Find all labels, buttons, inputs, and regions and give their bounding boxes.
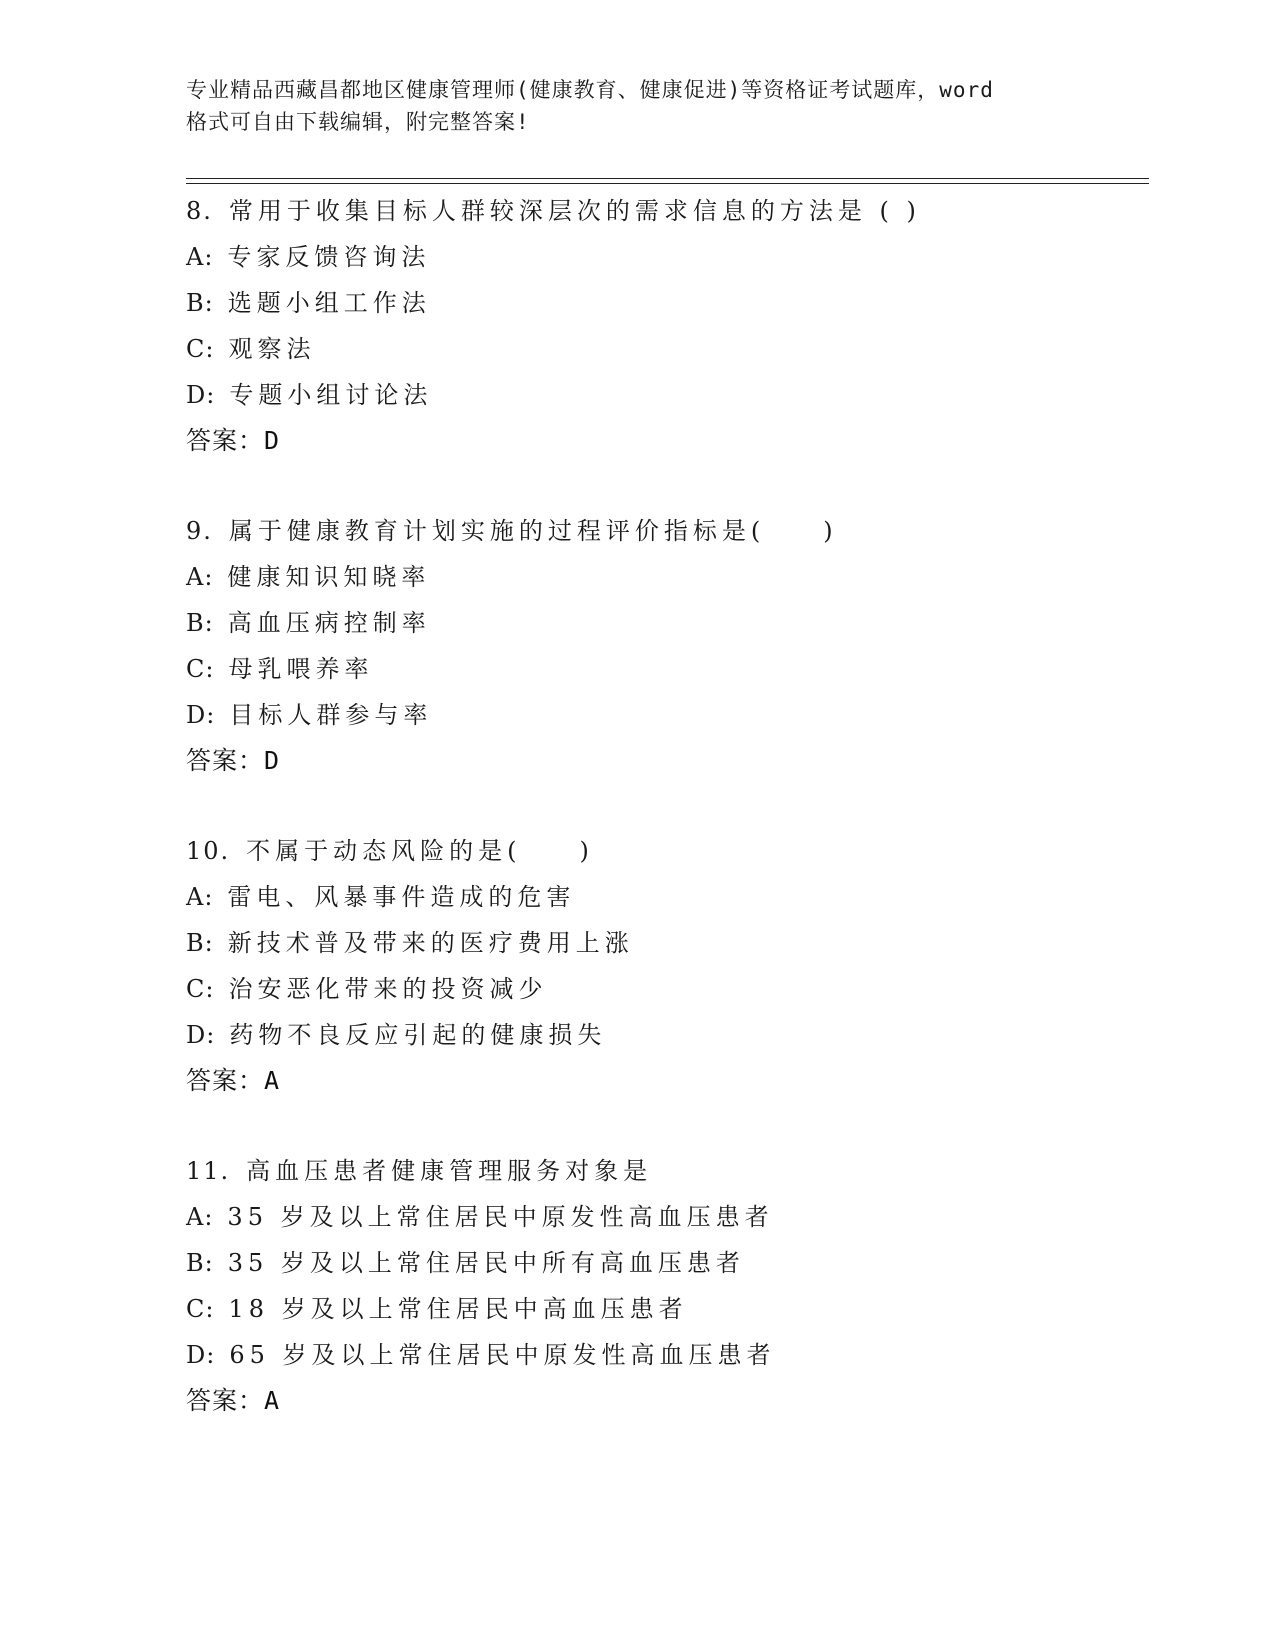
option-text: 选题小组工作法 <box>227 289 431 317</box>
option-text: 健康知识知晓率 <box>227 563 431 591</box>
option-letter: B: <box>186 1249 214 1277</box>
question-number: 11. <box>186 1157 231 1185</box>
option-d <box>186 692 1146 738</box>
option-a <box>186 1194 1146 1240</box>
option-a <box>186 234 1146 280</box>
option-letter: C: <box>186 655 215 683</box>
option-a <box>186 874 1146 920</box>
question-item <box>186 828 1146 1104</box>
question-list <box>186 188 1146 1468</box>
question-text: 常用于收集目标人群较深层次的需求信息的方法是 ( ) <box>228 197 921 225</box>
question-item <box>186 508 1146 784</box>
question-stem <box>186 508 1146 554</box>
answer-line: 答案：D <box>186 746 281 775</box>
header-divider-bottom <box>186 183 1149 184</box>
option-text: 雷电、风暴事件造成的危害 <box>227 883 576 911</box>
question-number: 10. <box>186 837 231 865</box>
option-letter: D: <box>186 1341 216 1369</box>
question-text: 不属于动态风险的是( ) <box>246 837 594 865</box>
question-item <box>186 188 1146 464</box>
option-b <box>186 1240 1146 1286</box>
question-text: 属于健康教育计划实施的过程评价指标是( ) <box>228 517 838 545</box>
option-letter: D: <box>186 1021 216 1049</box>
option-text: 专题小组讨论法 <box>229 381 433 409</box>
option-letter: C: <box>186 975 215 1003</box>
option-letter: A: <box>186 563 214 591</box>
document-header <box>186 74 1086 138</box>
question-number: 8. <box>186 197 213 225</box>
option-b <box>186 600 1146 646</box>
question-stem <box>186 828 1146 874</box>
option-text: 目标人群参与率 <box>229 701 433 729</box>
option-letter: A: <box>186 883 214 911</box>
option-d <box>186 1012 1146 1058</box>
question-stem <box>186 188 1146 234</box>
option-text: 母乳喂养率 <box>228 655 374 683</box>
option-b <box>186 280 1146 326</box>
option-c <box>186 646 1146 692</box>
option-letter: C: <box>186 1295 215 1323</box>
option-text: 观察法 <box>228 335 316 363</box>
option-letter: A: <box>186 1203 214 1231</box>
question-item <box>186 1148 1146 1424</box>
answer-line: 答案：A <box>186 1386 281 1415</box>
option-d <box>186 1332 1146 1378</box>
option-letter: D: <box>186 701 216 729</box>
option-c <box>186 966 1146 1012</box>
option-letter: B: <box>186 929 214 957</box>
option-text: 专家反馈咨询法 <box>227 243 431 271</box>
option-text: 高血压病控制率 <box>227 609 431 637</box>
option-text: 治安恶化带来的投资减少 <box>228 975 548 1003</box>
option-letter: D: <box>186 381 216 409</box>
question-number: 9. <box>186 517 213 545</box>
option-letter: B: <box>186 609 214 637</box>
question-text: 高血压患者健康管理服务对象是 <box>246 1157 653 1185</box>
option-letter: C: <box>186 335 215 363</box>
header-line-2: 格式可自由下载编辑，附完整答案! <box>186 110 530 134</box>
header-divider-top <box>186 178 1149 179</box>
option-a <box>186 554 1146 600</box>
option-text: 18 岁及以上常住居民中高血压患者 <box>228 1295 688 1323</box>
option-d <box>186 372 1146 418</box>
question-stem <box>186 1148 1146 1194</box>
answer-line: 答案：A <box>186 1066 281 1095</box>
option-text: 35 岁及以上常住居民中所有高血压患者 <box>227 1249 745 1277</box>
option-letter: B: <box>186 289 214 317</box>
option-text: 新技术普及带来的医疗费用上涨 <box>227 929 634 957</box>
option-text: 药物不良反应引起的健康损失 <box>229 1021 607 1049</box>
option-text: 35 岁及以上常住居民中原发性高血压患者 <box>227 1203 774 1231</box>
answer-line: 答案：D <box>186 426 281 455</box>
option-text: 65 岁及以上常住居民中原发性高血压患者 <box>229 1341 776 1369</box>
option-c <box>186 1286 1146 1332</box>
option-c <box>186 326 1146 372</box>
option-letter: A: <box>186 243 214 271</box>
header-line-1: 专业精品西藏昌都地区健康管理师(健康教育、健康促进)等资格证考试题库，word <box>186 78 994 102</box>
option-b <box>186 920 1146 966</box>
